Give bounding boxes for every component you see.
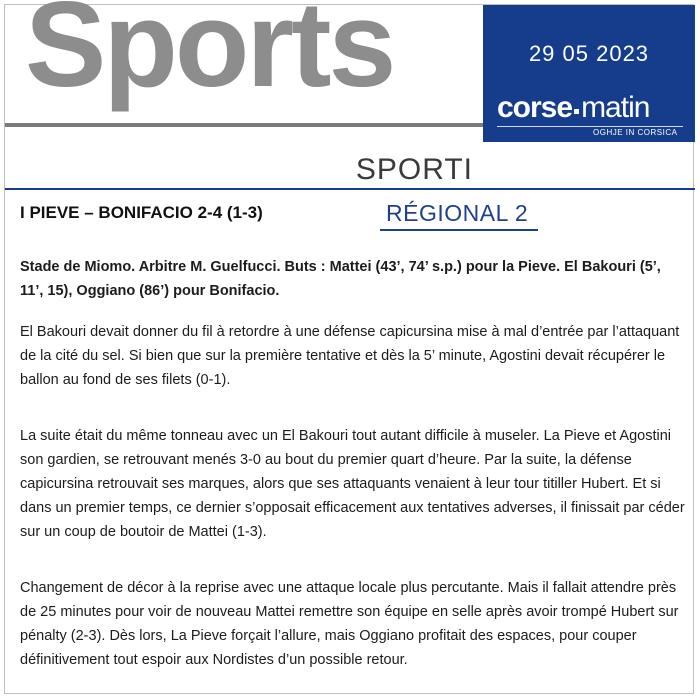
logo-dot [574, 109, 579, 114]
logo-corse: corse [497, 91, 573, 124]
publication-block [483, 5, 695, 142]
logo-tagline: OGHJE IN CORSICA [593, 128, 678, 137]
header-rule [5, 188, 695, 190]
logo-rule [497, 126, 683, 127]
section-divider [5, 123, 483, 127]
article-paragraph: Changement de décor à la reprise avec une attaque locale plus percutante. Mais il fallait attendre près de 25 minutes pour voir de nouveau Mattei remettre son équipe en selle après avoir trompé Hubert sur pénalty (2-3). Dès lors, La Pieve forçait l’allure, mais Oggiano profitait des espaces, pour couper définitivement tout espoir aux Nordistes d’un possible retour. [20, 580, 679, 668]
article-paragraph: El Bakouri devait donner du fil à retordre à une défense capicursina mise à mal d’entrée par l’attaquant de la cité du sel. Si bien que sur la première tentative et dès la 5’ minute, Agostini devait récupérer le ballon au fond de ses filets (0-1). [20, 324, 680, 388]
article-category: RÉGIONAL 2 [386, 200, 529, 226]
article-title: I PIEVE – BONIFACIO 2-4 (1-3) [20, 203, 263, 222]
category-underline [380, 229, 538, 231]
masthead [5, 0, 695, 188]
corse-matin-logo [497, 93, 649, 123]
section-subtitle: SPORTI [355, 153, 473, 186]
section-title: Sports [25, 0, 394, 112]
match-summary: Stade de Miomo. Arbitre M. Guelfucci. Buts : Mattei (43’, 74’ s.p.) pour la Pieve. El Bakouri (5’, 11’, 15), Oggiano (86’) pour Bonifacio. [20, 259, 661, 299]
logo-matin: matin [581, 91, 650, 124]
publication-date: 29 05 2023 [528, 41, 650, 66]
article-paragraph: La suite était du même tonneau avec un El Bakouri tout autant difficile à museler. La Pieve et Agostini son gardien, se retrouvant menés 3-0 au bout du premier quart d’heure. Par la suite, la défense capicursina retrouvait ses marques, alors que ses attaquants venaient à leur tour titiller Hubert. Et si dans un premier temps, ce dernier s’opposait efficacement aux tentatives adverses, il finissait par céder sur un coup de boutoir de Mattei (1-3). [20, 428, 685, 540]
section-banner [5, 0, 483, 188]
